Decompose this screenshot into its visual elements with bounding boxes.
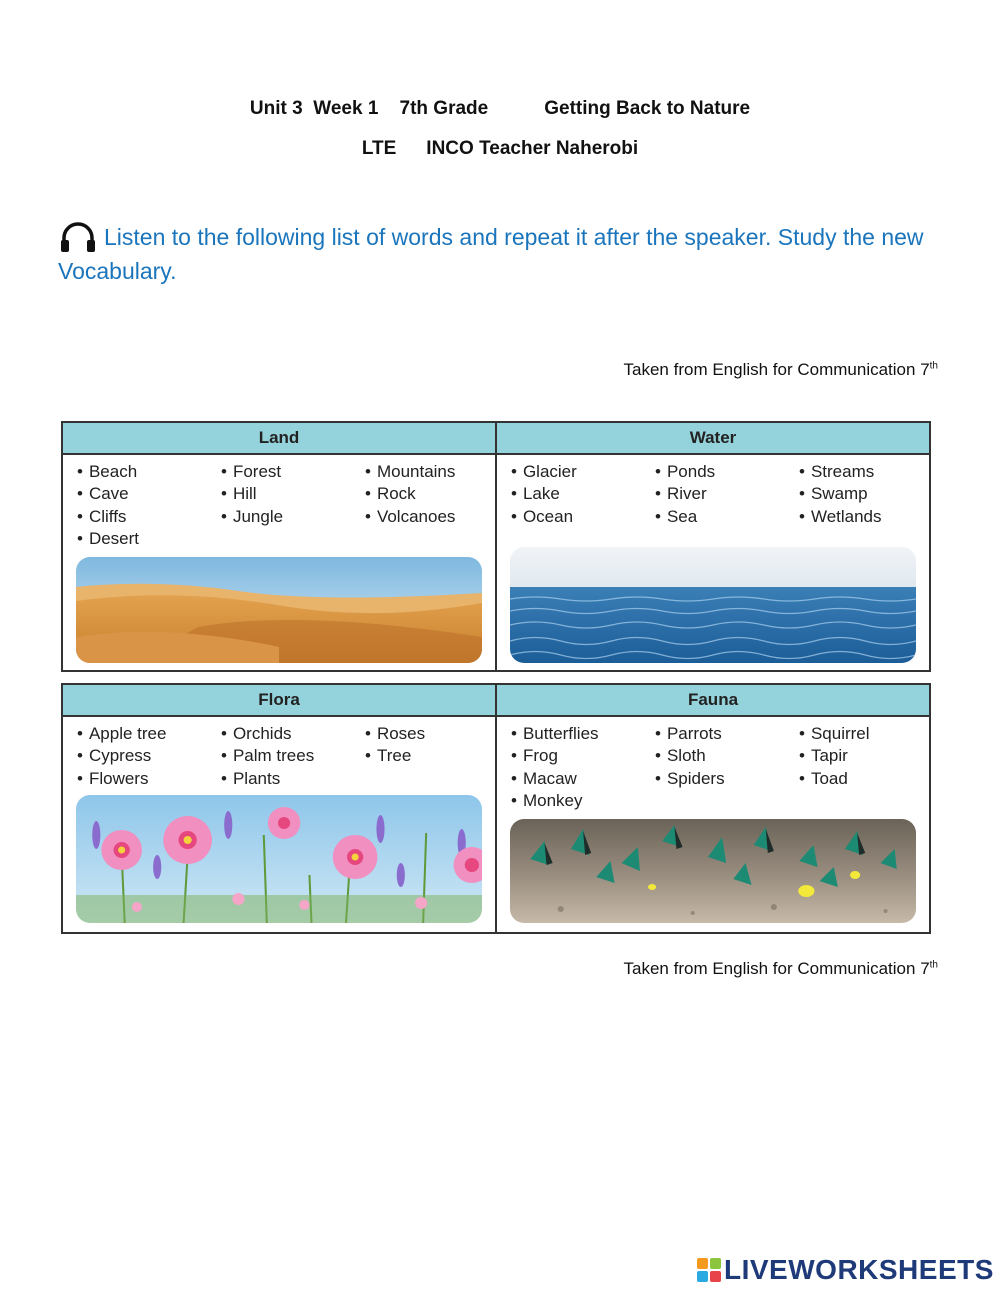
unit-title: Getting Back to Nature bbox=[544, 98, 751, 119]
vocab-word: • Palm trees bbox=[221, 745, 314, 767]
vocab-word: • Roses bbox=[365, 723, 425, 745]
vocab-word: • Cliffs bbox=[77, 506, 139, 528]
vocab-word: • Toad bbox=[799, 768, 870, 790]
panel-flora bbox=[61, 683, 497, 934]
vocab-word: • Macaw bbox=[511, 768, 599, 790]
word-column bbox=[365, 461, 455, 528]
word-column bbox=[511, 461, 577, 528]
butterflies-image bbox=[510, 819, 916, 923]
vocab-word: • Swamp bbox=[799, 483, 882, 505]
grade-label: 7th Grade bbox=[399, 98, 489, 119]
week-label: Week 1 bbox=[313, 98, 379, 119]
headphones-icon[interactable] bbox=[58, 220, 98, 254]
vocab-word: • Wetlands bbox=[799, 506, 882, 528]
vocab-word: • Frog bbox=[511, 745, 599, 767]
vocab-word: • Forest bbox=[221, 461, 283, 483]
source-credit: Taken from English for Communication 7th bbox=[623, 360, 938, 379]
vocab-word: • Lake bbox=[511, 483, 577, 505]
word-column bbox=[77, 723, 166, 790]
logo-mark-icon bbox=[697, 1258, 721, 1282]
worksheet-header-line2 bbox=[0, 138, 1000, 160]
vocab-word: • Spiders bbox=[655, 768, 725, 790]
vocab-word: • Streams bbox=[799, 461, 882, 483]
vocab-word: • River bbox=[655, 483, 715, 505]
vocab-word: • Plants bbox=[221, 768, 314, 790]
vocab-word: • Jungle bbox=[221, 506, 283, 528]
vocab-word: • Volcanoes bbox=[365, 506, 455, 528]
source-credit: Taken from English for Communication 7th bbox=[623, 959, 938, 978]
panel-title: Flora bbox=[63, 685, 495, 717]
panel-title: Fauna bbox=[497, 685, 929, 717]
panel-title: Land bbox=[63, 423, 495, 455]
vocab-word: • Tapir bbox=[799, 745, 870, 767]
listening-instructions bbox=[58, 220, 948, 288]
vocab-word: • Orchids bbox=[221, 723, 314, 745]
word-column bbox=[799, 461, 882, 528]
desert-image bbox=[76, 557, 482, 663]
vocab-word: • Sloth bbox=[655, 745, 725, 767]
vocab-word: • Beach bbox=[77, 461, 139, 483]
word-column bbox=[221, 461, 283, 528]
vocab-word: • Apple tree bbox=[77, 723, 166, 745]
vocab-word: • Ponds bbox=[655, 461, 715, 483]
vocab-word: • Rock bbox=[365, 483, 455, 505]
vocab-word: • Cypress bbox=[77, 745, 166, 767]
flowers-image bbox=[76, 795, 482, 923]
vocab-word: • Desert bbox=[77, 528, 139, 550]
word-column bbox=[365, 723, 425, 768]
panel-land bbox=[61, 421, 497, 672]
worksheet-header-line1 bbox=[0, 98, 1000, 120]
word-column bbox=[77, 461, 139, 550]
vocab-word: • Parrots bbox=[655, 723, 725, 745]
vocab-word: • Hill bbox=[221, 483, 283, 505]
program-label: LTE bbox=[361, 138, 397, 159]
panel-title: Water bbox=[497, 423, 929, 455]
unit-label: Unit 3 bbox=[249, 98, 303, 119]
vocab-word: • Sea bbox=[655, 506, 715, 528]
vocab-word: • Tree bbox=[365, 745, 425, 767]
vocab-word: • Ocean bbox=[511, 506, 577, 528]
word-column bbox=[655, 461, 715, 528]
ocean-image bbox=[510, 547, 916, 663]
vocab-word: • Butterflies bbox=[511, 723, 599, 745]
teacher-label: INCO Teacher Naherobi bbox=[426, 138, 639, 159]
vocab-word: • Monkey bbox=[511, 790, 599, 812]
panel-fauna bbox=[495, 683, 931, 934]
vocab-word: • Cave bbox=[77, 483, 139, 505]
vocab-word: • Squirrel bbox=[799, 723, 870, 745]
vocab-word: • Glacier bbox=[511, 461, 577, 483]
vocab-word: • Mountains bbox=[365, 461, 455, 483]
word-column bbox=[511, 723, 599, 812]
brand-name: LIVEWORKSHEETS bbox=[724, 1254, 994, 1285]
word-column bbox=[221, 723, 314, 790]
word-column bbox=[655, 723, 725, 790]
vocab-word: • Flowers bbox=[77, 768, 166, 790]
panel-water bbox=[495, 421, 931, 672]
instructions-text: Listen to the following list of words and repeat it after the speaker. Study the new Vocabulary. bbox=[58, 224, 924, 284]
word-column bbox=[799, 723, 870, 790]
